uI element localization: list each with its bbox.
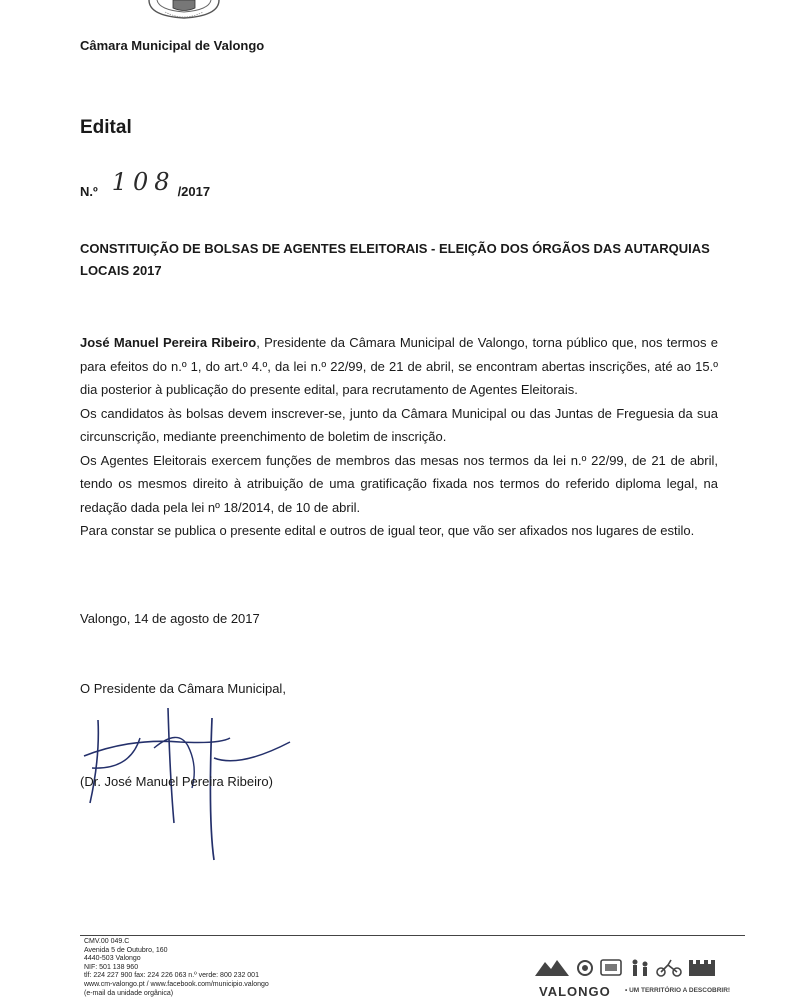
place-date: Valongo, 14 de agosto de 2017	[80, 611, 260, 626]
footer-contact-info	[84, 938, 269, 998]
footer-line: (e-mail da unidade orgânica)	[84, 989, 174, 997]
footer-line: Avenida 5 de Outubro, 160	[84, 946, 168, 954]
figures-icon	[633, 960, 648, 977]
screen-icon	[601, 960, 621, 975]
brand-pictograms	[535, 956, 745, 978]
document-number	[80, 168, 211, 199]
flower-icon	[578, 961, 592, 975]
paragraph-text: , Presidente da Câmara Municipal de Valongo, torna público que, nos termos e para efeitos do n.º 1, do art.º 4.º, da lei n.º 22/99, de 21 de abril, se encontram abertas inscrições, até ao 15.º dia posterior à publicação do presente edital, para recrutamento de Agentes Eleitorais.	[80, 335, 719, 397]
footer-line: www.cm-valongo.pt / www.facebook.com/municipio.valongo	[84, 980, 269, 988]
brand-name: VALONGO	[539, 984, 611, 999]
municipal-crest-icon	[143, 0, 225, 20]
body-paragraph: Os candidatos às bolsas devem inscrever-se, junto da Câmara Municipal ou das Juntas de Freguesia da sua circunscrição, mediante preenchimento de boletim de inscrição.	[80, 405, 718, 444]
body-paragraph: Os Agentes Eleitorais exercem funções de membros das mesas nos termos da lei n.º 22/99, de 21 de abril, tendo os mesmos direito à atribuição de uma gratificação fixada nos termos do referido diploma legal, na redação dada pela lei nº 18/2014, de 10 de abril.	[80, 452, 718, 515]
footer-line: 4440-503 Valongo	[84, 955, 141, 963]
number-handwritten: 108	[111, 168, 176, 196]
footer-divider	[80, 935, 745, 936]
castle-icon	[689, 960, 715, 976]
document-body	[80, 331, 718, 543]
number-suffix: /2017	[177, 184, 211, 199]
footer-line: NIF: 501 138 960	[84, 963, 139, 971]
document-subject: CONSTITUIÇÃO DE BOLSAS DE AGENTES ELEITORAIS - ELEIÇÃO DOS ÓRGÃOS DAS AUTARQUIAS LOCAIS 2017	[80, 241, 710, 278]
footer-line: tlf: 224 227 900 fax: 224 226 063 n.º verde: 800 232 001	[84, 972, 259, 980]
signatory-role: O Presidente da Câmara Municipal,	[80, 681, 286, 696]
body-paragraph	[80, 331, 718, 402]
number-label: N.º	[80, 184, 98, 199]
body-paragraph: Para constar se publica o presente edital e outros de igual teor, que vão ser afixados nos lugares de estilo.	[80, 523, 695, 538]
signatory-name: (Dr. José Manuel Pereira Ribeiro)	[80, 774, 273, 789]
cyclist-icon	[657, 960, 681, 976]
document-title: Edital	[80, 117, 132, 138]
mountains-icon	[535, 960, 569, 976]
footer-line: CMV.00 049.C	[84, 938, 130, 945]
valongo-brand	[535, 956, 745, 998]
brand-tagline: • UM TERRITÓRIO A DESCOBRIR!	[625, 987, 731, 994]
president-name: José Manuel Pereira Ribeiro	[80, 335, 257, 350]
municipality-name: Câmara Municipal de Valongo	[80, 38, 265, 53]
